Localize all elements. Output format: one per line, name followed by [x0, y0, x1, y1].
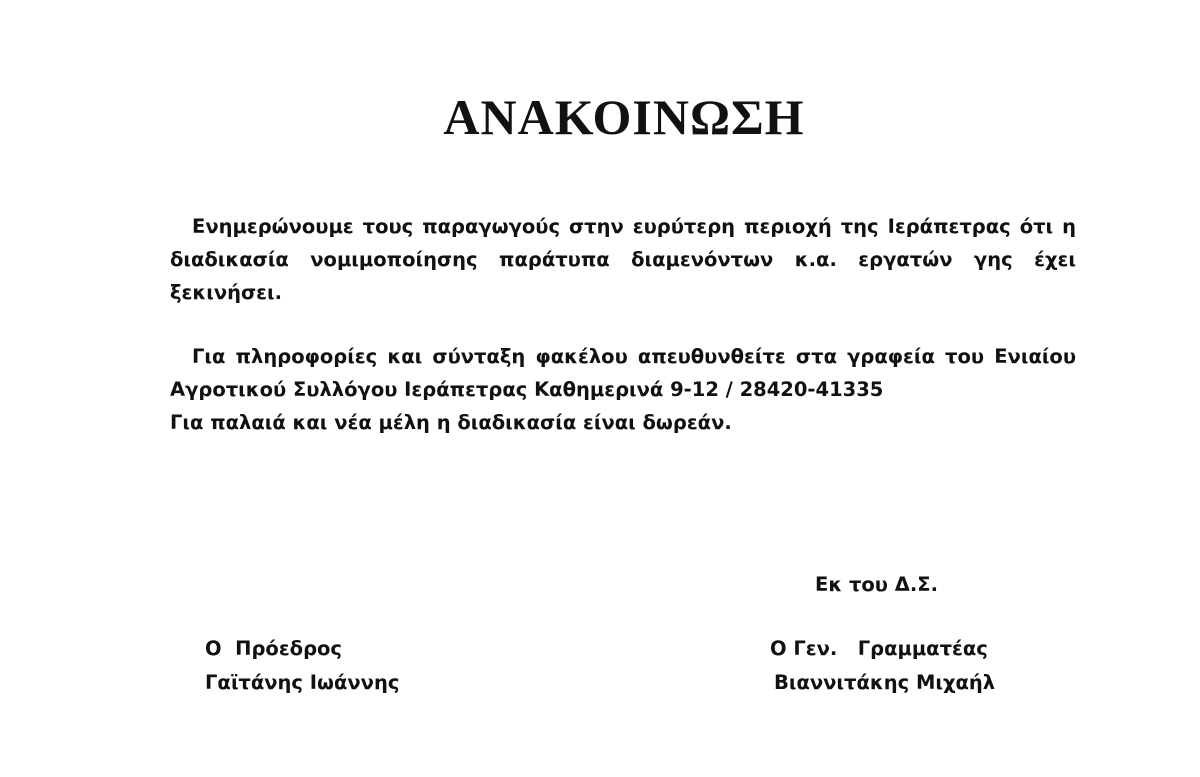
- paragraph-contact-info: [170, 340, 1076, 439]
- contact-line-1: Για πληροφορίες και σύνταξη φακέλου απευθυνθείτε στα γραφεία του Ενιαίου: [192, 345, 1076, 368]
- contact-line-2: Αγροτικού Συλλόγου Ιεράπετρας Καθημερινά 9-12 / 28420-41335: [170, 378, 884, 401]
- secretary-role: Ο Γεν. Γραμματέας: [770, 637, 988, 660]
- president-role: Ο Πρόεδρος: [205, 637, 342, 660]
- president-name: Γαϊτάνης Ιωάννης: [205, 671, 400, 694]
- secretary-name: Βιαννιτάκης Μιχαήλ: [774, 671, 996, 694]
- paragraph-production-notice: Ενημερώνουμε τους παραγωγούς στην ευρύτερη περιοχή της Ιεράπετρας ότι η διαδικασία νομιμοποίησης παράτυπα διαμενόντων κ.α. εργατών γης έχει ξεκινήσει.: [170, 215, 1076, 304]
- announcement-title: ΑΝΑΚΟΙΝΩΣΗ: [443, 89, 805, 145]
- contact-line-3: Για παλαιά και νέα μέλη η διαδικασία είναι δωρεάν.: [170, 411, 732, 434]
- board-signature-line: Εκ του Δ.Σ.: [815, 573, 938, 596]
